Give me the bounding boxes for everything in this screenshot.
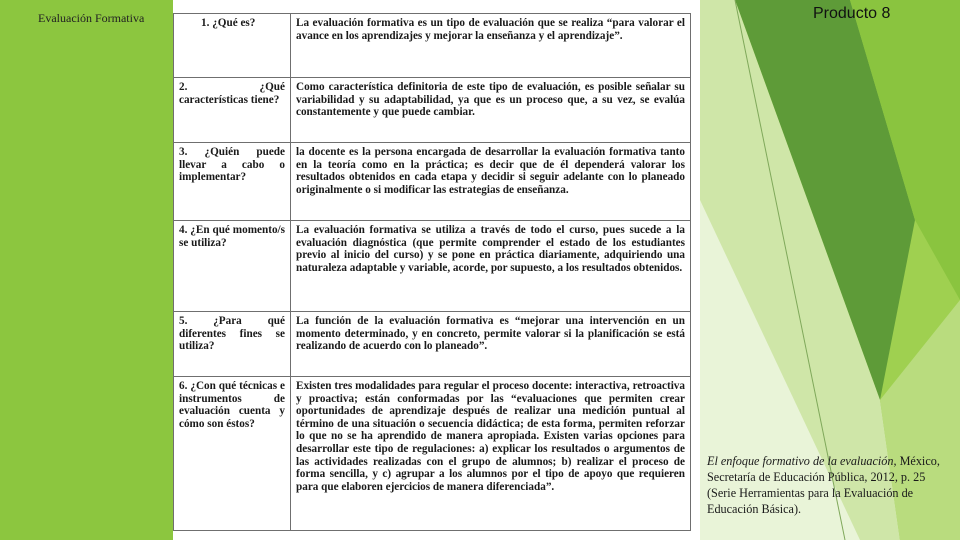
question-cell: 1. ¿Qué es? [174,14,291,78]
table-row [174,78,691,143]
table-row [174,143,691,221]
answer-cell: La evaluación formativa se utiliza a través de todo el curso, pues sucede a la evaluación diagnóstica (que permite comprender el estado de los estudiantes previo al inicio del curso) y se pone en práctica diariamente, adquiriendo una naturaleza adaptable y variable, acorde, por supuesto, a los resultados obtenidos. [291,221,691,312]
qa-table [173,13,691,531]
question-cell: 6. ¿Con qué técnicas e instrumentos de evaluación cuenta y cómo son éstos? [174,377,291,531]
citation-title: El enfoque formativo de la evaluación, [707,454,897,468]
question-cell: 5. ¿Para qué diferentes fines se utiliza? [174,312,291,377]
table-row [174,221,691,312]
answer-cell: La evaluación formativa es un tipo de evaluación que se realiza “para valorar el avance en los aprendizajes y mejorar la enseñanza y el aprendizaje”. [291,14,691,78]
answer-cell: Existen tres modalidades para regular el proceso docente: interactiva, retroactiva y proactiva; están conformadas por las “evaluaciones que permiten crear oportunidades de aprendizaje después de realizar una medición puntual al término de una situación o secuencia didáctica; de esta forma, permiten reforzar lo que no se ha aprendido de manera apropiada. Existen varias opciones para desarrollar este tipo de regulaciones: a) explicar los resultados o argumentos de las actividades realizadas con el grupo de alumnos; b) realizar el proceso de forma sencilla, y c) agrupar a los alumnos por el tipo de apoyo que requieren para que elaboren ejercicios de manera diferenciada”. [291,377,691,531]
slide-title: Producto 8 [813,5,891,22]
question-cell: 2. ¿Qué características tiene? [174,78,291,143]
answer-cell: la docente es la persona encargada de desarrollar la evaluación formativa tanto en la teoría como en la práctica; es decir que de él dependerá valorar los resultados obtenidos en cada etapa y decidir si seguir adelante con lo planeado originalmente o si modificar las estrategias de enseñanza. [291,143,691,221]
citation-details: México, Secretaría de Educación Pública, 2012, p. 25 (Serie Herramientas para la Evaluación de Educación Básica). [707,454,940,516]
question-cell: 3. ¿Quién puede llevar a cabo o implementar? [174,143,291,221]
top-label: Evaluación Formativa [38,11,145,25]
table-row [174,14,691,78]
table-row [174,377,691,531]
table-row [174,312,691,377]
question-cell: 4. ¿En qué momento/s se utiliza? [174,221,291,312]
left-green-band [0,0,173,540]
qa-table-image [173,13,691,531]
answer-cell: Como característica definitoria de este tipo de evaluación, es posible señalar su variabilidad y su adaptabilidad, ya que es un proceso que, a su vez, se evalúa constantemente y que puede cambiar. [291,78,691,143]
answer-cell: La función de la evaluación formativa es “mejorar una intervención en un momento determinado, y en concreto, permite valorar si la planificación se está realizando de acuerdo con lo planeado”. [291,312,691,377]
citation [707,453,947,517]
